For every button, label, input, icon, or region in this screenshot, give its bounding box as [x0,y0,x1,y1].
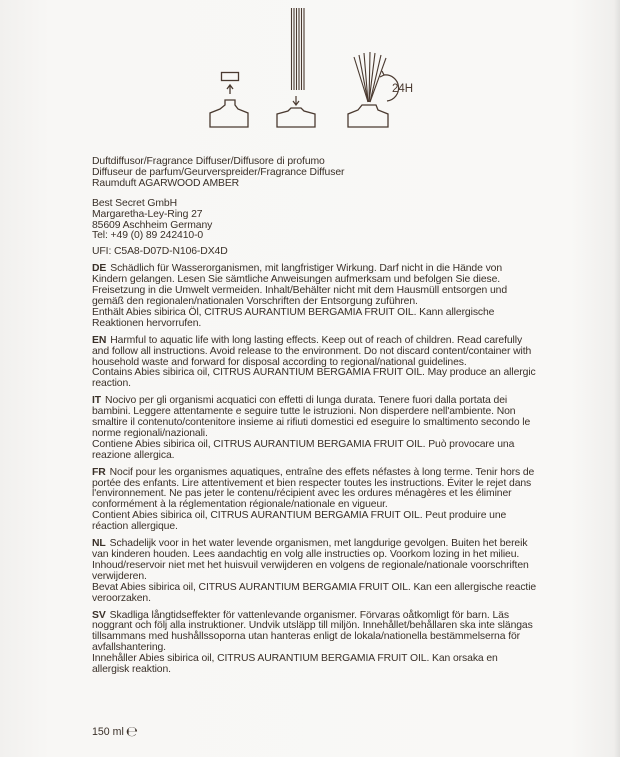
language-code: DE [92,263,107,275]
street: Margaretha-Ley-Ring 27 [92,208,203,220]
warning-section-en [92,336,537,391]
allergen-text: Contient Abies sibirica oil, CITRUS AURANTIUM BERGAMIA FRUIT OIL. Peut produire une réaction allergique. [92,510,507,533]
allergen-text: Bevat Abies sibirica oil, CITRUS AURANTIUM BERGAMIA FRUIT OIL. Kan een allergische reactie veroorzaken. [92,581,537,604]
language-code: FR [92,466,106,478]
language-code: EN [92,334,107,346]
volume-mark [92,725,138,739]
volume-amount: 150 ml [92,726,124,738]
allergen-text: Contains Abies sibirica oil, CITRUS AURANTIUM BERGAMIA FRUIT OIL. May produce an allergic reaction. [92,367,536,390]
warning-section-sv [92,611,537,676]
usage-icons [0,0,620,140]
warning-section-fr [92,468,537,533]
estimated-sign-icon: ℮ [125,724,138,740]
warning-section-nl [92,539,537,604]
warning-text: Schädlich für Wasserorganismen, mit langfristiger Wirkung. Darf nicht in die Hände von Kindern gelangen. Lesen Sie sämtliche Anweisungen aufmerksam und befolgen Sie diese. Freisetzung in die Umwelt vermeiden. Inhalt/Behälter nicht mit dem Hausmüll entsorgen und gemäß den regionalen/nationalen Vorschriften der Entsorgung zuführen. [92,263,508,307]
product-header [92,157,537,190]
warning-text: Nocif pour les organismes aquatiques, entraîne des effets néfastes à long terme. Tenir hors de portée des enfants. Lire attentivement et bien respecter toutes les instructions. Éviter le rejet dans l'environnement. Ne pas jeter le contenu/récipient avec les ordures ménagères et les éliminer conformément à la réglementation régionale/nationale en vigueur. [92,466,535,511]
allergen-text: Contiene Abies sibirica oil, CITRUS AURANTIUM BERGAMIA FRUIT OIL. Può provocare una reazione allergica. [92,438,515,461]
company-name: Best Secret GmbH [92,197,178,209]
warning-section-de [92,264,537,329]
product-name-line-2: Diffuseur de parfum/Geurverspreider/Fragrance Diffuser [92,166,345,178]
insert-reeds-icon [277,8,315,127]
city: 85609 Aschheim Germany [92,219,213,231]
phone: Tel: +49 (0) 89 242410-0 [92,230,204,242]
manufacturer-address [92,199,537,243]
allergen-text: Enthält Abies sibirica Öl, CITRUS AURANTIUM BERGAMIA FRUIT OIL. Kann allergische Reaktionen hervorrufen. [92,306,495,329]
warning-text: Nocivo per gli organismi acquatici con effetti di lunga durata. Tenere fuori dalla portata dei bambini. Leggere attentamente e seguire tutte le istruzioni. Non disperdere nell'ambiente. Non smaltire il contenuto/contenitore insieme ai rifiuti domestici ed eseguire lo smaltimento secondo le norme regionali/nazionali. [92,395,531,439]
warning-text: Harmful to aquatic life with long lasting effects. Keep out of reach of children. Read carefully and follow all instructions. Avoid release to the environment. Do not discard content/container with household waste and forward for disposal according to regional/national guidelines. [92,334,532,368]
language-code: SV [92,609,106,621]
allergen-text: Innehåller Abies sibirica oil, CITRUS AURANTIUM BERGAMIA FRUIT OIL. Kan orsaka en allergisk reaktion. [92,653,498,676]
ufi-code: UFI: C5A8-D07D-N106-DX4D [92,246,228,258]
warning-section-it [92,396,537,461]
warning-text: Schadelijk voor in het water levende organismen, met langdurige gevolgen. Buiten het bereik van kinderen houden. Lees aandachtig en volg alle instructies op. Voorkom lozing in het milieu. Inhoud/reservoir niet met het huisvuil verwijderen en volgens de regionale/nationale voorschriften verwijderen. [92,538,529,582]
label-text [92,157,537,676]
warning-text: Skadliga långtidseffekter för vattenlevande organismer. Förvaras oåtkomligt för barn. Läs noggrant och följ alla instruktioner. Undvik utsläpp till miljön. Innehållet/behållaren ska inte slängas tillsammans med hushållssoporna utan hanteras enligt de lokala/nationella bestämmelserna för avfallshantering. [92,609,533,654]
cap-removal-icon [210,73,248,128]
product-name-line-3: Raumduft AGARWOOD AMBER [92,177,240,189]
diffusing-reeds-icon [348,52,399,127]
language-code: NL [92,538,106,550]
product-name-line-1: Duftdiffusor/Fragrance Diffuser/Diffusore di profumo [92,156,325,167]
duration-label: 24H [392,83,414,95]
language-code: IT [92,395,102,407]
